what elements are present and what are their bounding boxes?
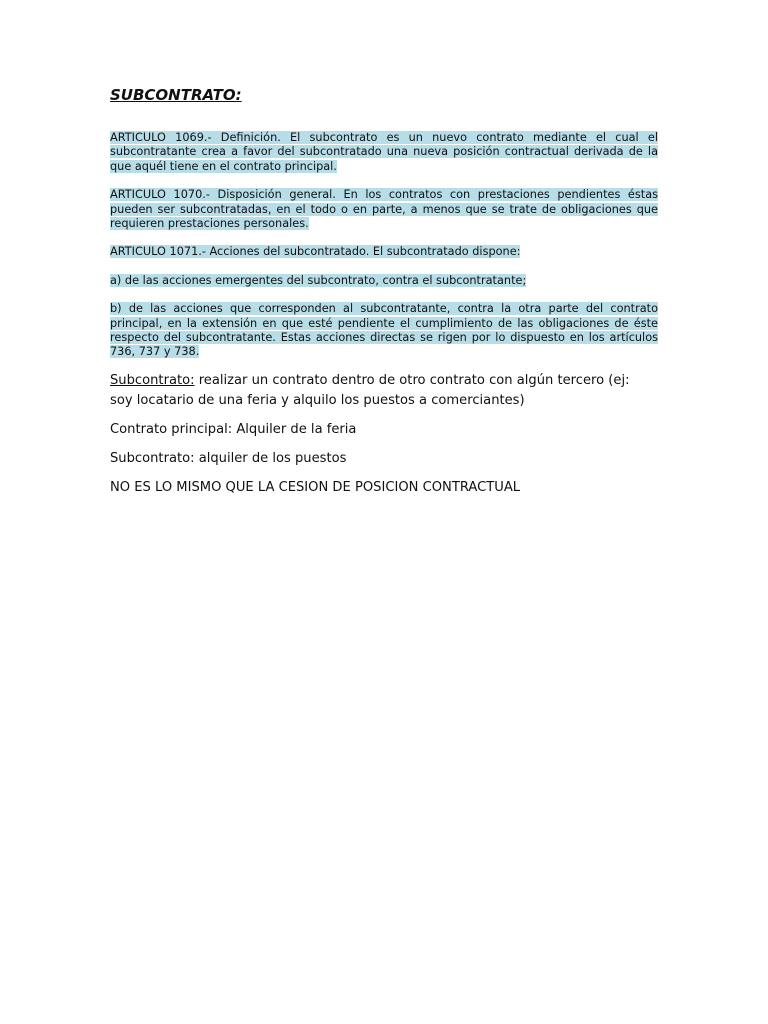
article-1071 [110, 245, 658, 259]
note-contrato-principal: Contrato principal: Alquiler de la feria [110, 421, 357, 437]
note-definition-term: Subcontrato: [110, 373, 195, 388]
article-1071-item-a-text: a) de las acciones emergentes del subcontrato, contra el subcontratante; [110, 273, 527, 287]
article-1071-item-b [110, 302, 658, 360]
note-definition-text: realizar un contrato dentro de otro contrato con algún tercero (ej: soy locatario de una feria y alquilo los puestos a comerciantes) [110, 373, 630, 408]
article-1071-item-a [110, 274, 658, 288]
article-1069 [110, 131, 658, 174]
articles-section [110, 131, 658, 374]
article-1071-item-b-text: b) de las acciones que corresponden al subcontratante, contra la otra parte del contrato principal, en la extensión en que esté pendiente el cumplimiento de las obligaciones de éste respecto del subcontratante. Estas acciones directas se rigen por lo dispuesto en los artículos 736, 737 y 738. [110, 302, 658, 359]
document-heading: SUBCONTRATO: [110, 86, 242, 104]
article-1069-text: ARTICULO 1069.- Definición. El subcontrato es un nuevo contrato mediante el cual el subcontratante crea a favor del subcontratado una nueva posición contractual derivada de la que aquél tiene en el contrato principal. [110, 131, 658, 173]
note-cesion: NO ES LO MISMO QUE LA CESION DE POSICION CONTRACTUAL [110, 479, 521, 495]
note-subcontrato: Subcontrato: alquiler de los puestos [110, 450, 347, 466]
article-1070 [110, 188, 658, 231]
note-definition [110, 371, 650, 410]
notes-section [110, 371, 650, 507]
article-1071-text: ARTICULO 1071.- Acciones del subcontratado. El subcontratado dispone: [110, 245, 521, 259]
article-1070-text: ARTICULO 1070.- Disposición general. En los contratos con prestaciones pendientes éstas pueden ser subcontratadas, en el todo o en parte, a menos que se trate de obligaciones que requieren prestaciones personales. [110, 188, 658, 231]
